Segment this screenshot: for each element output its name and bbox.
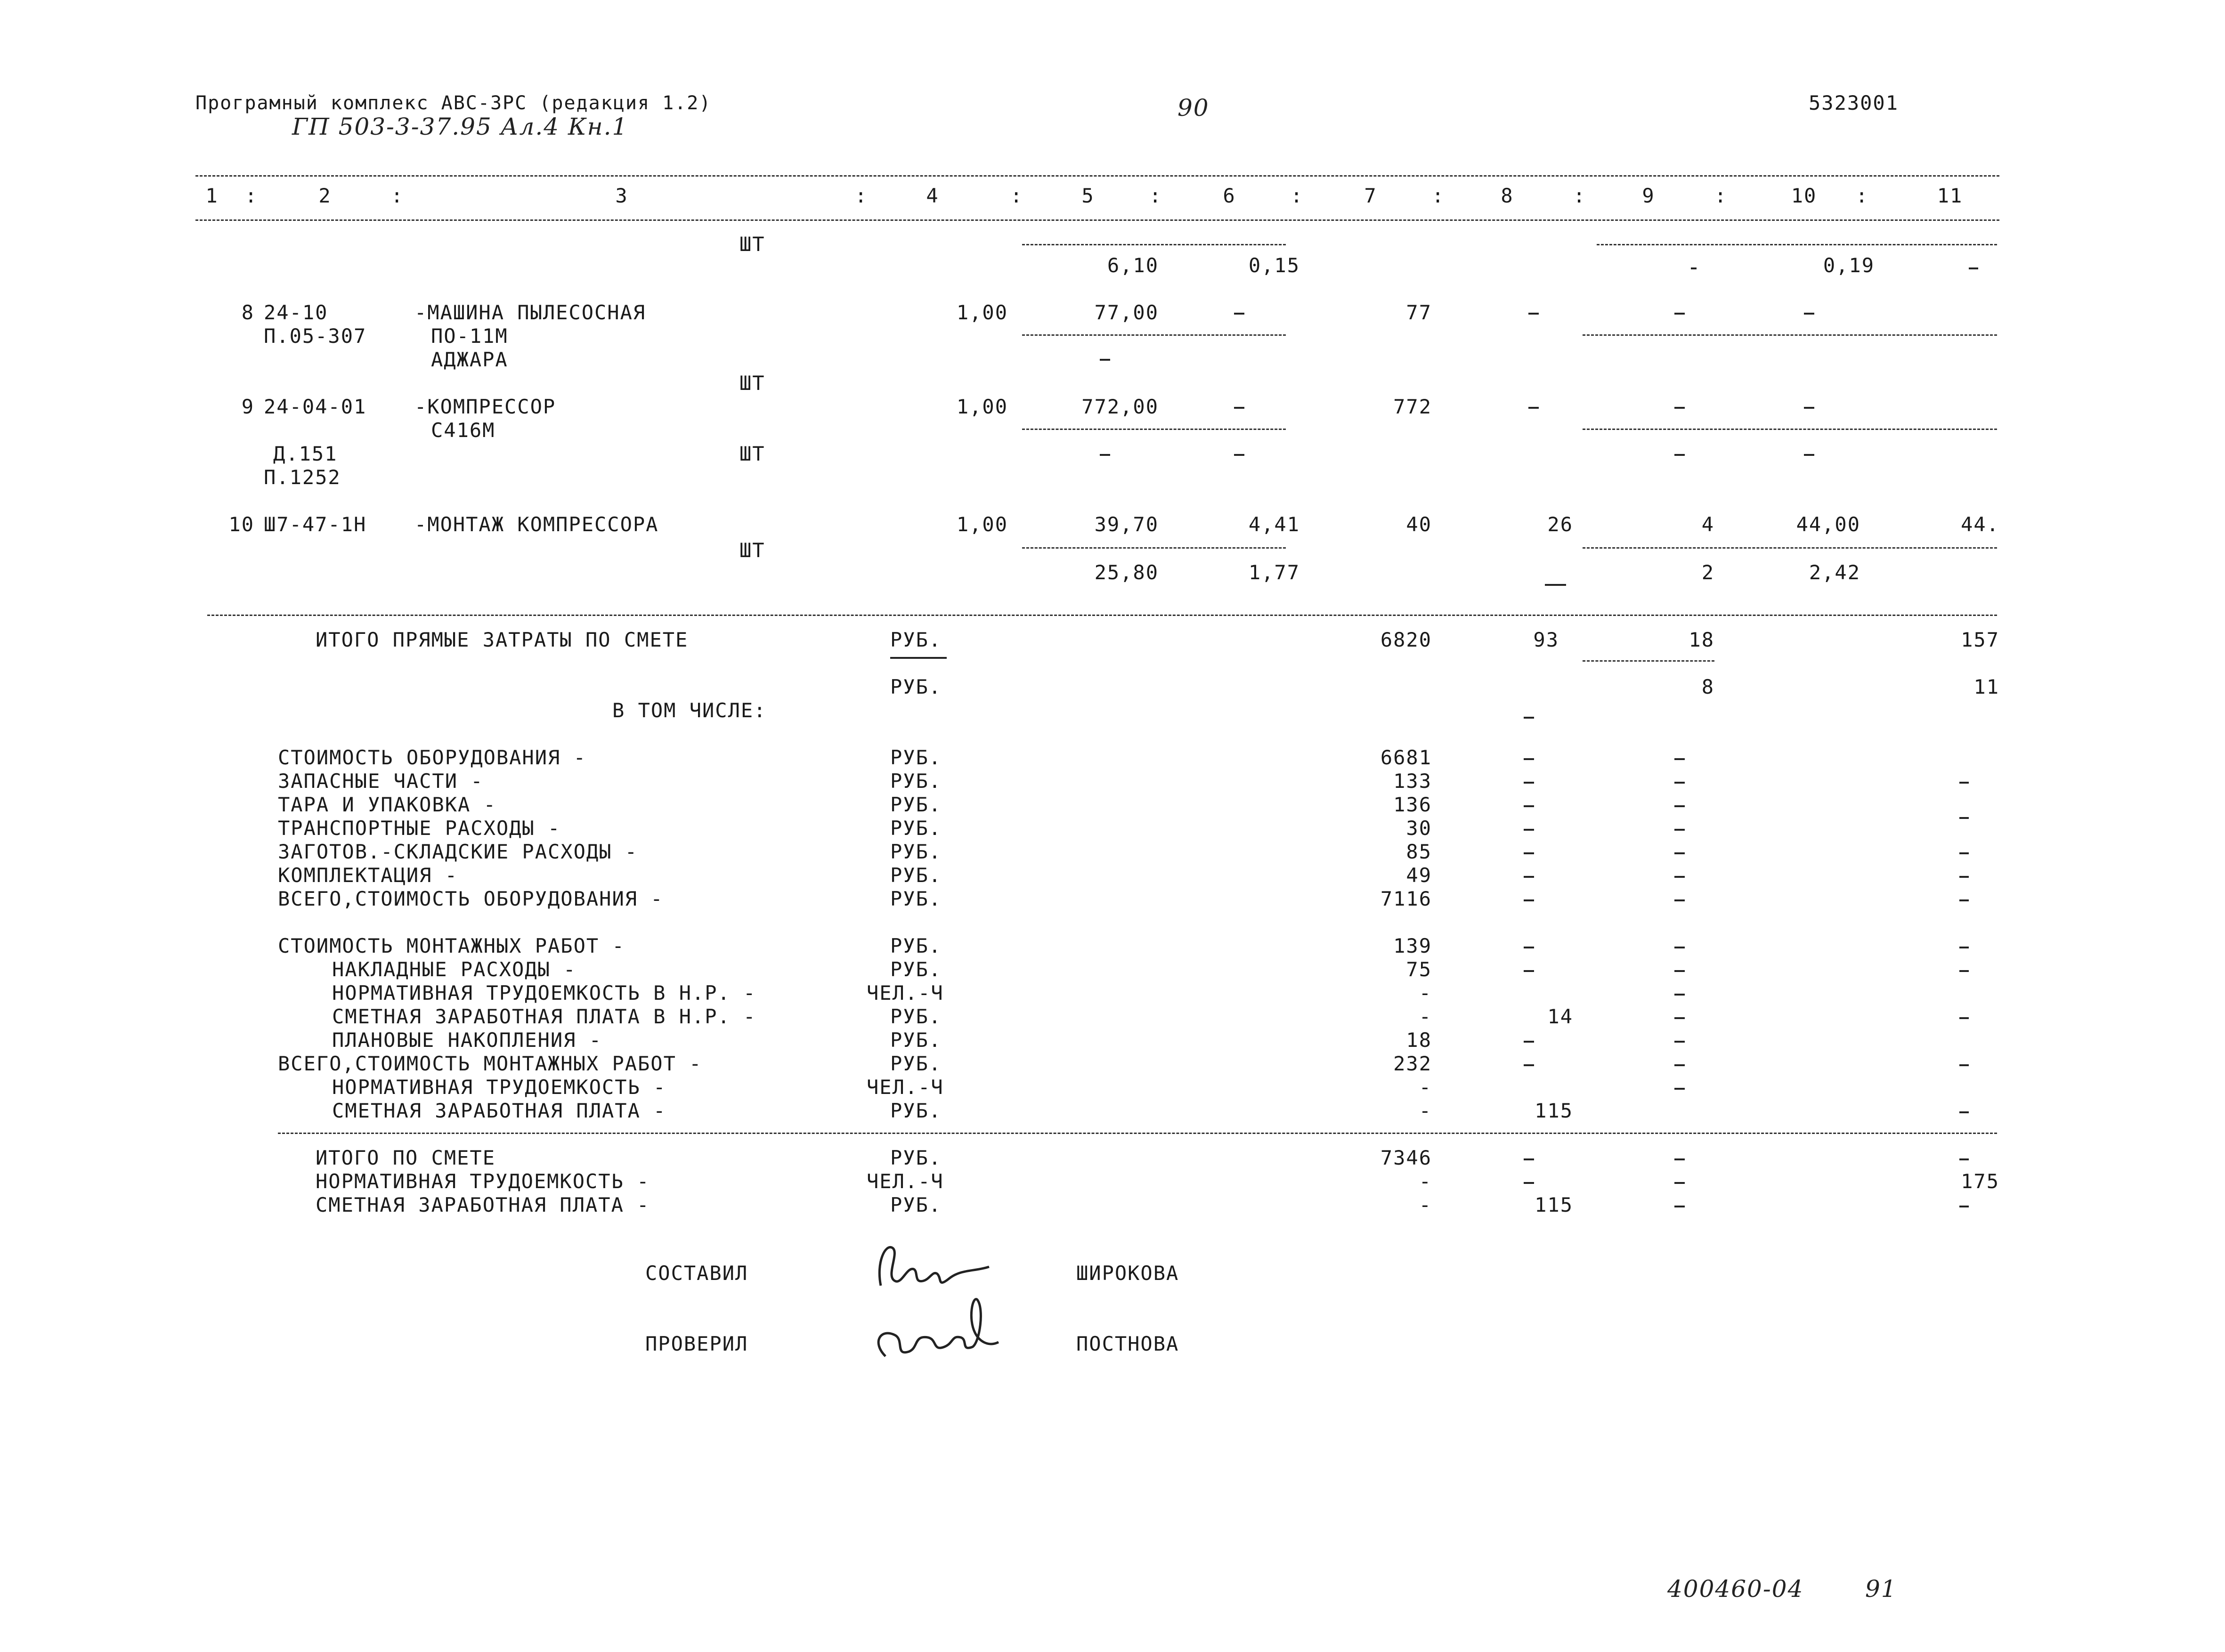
row9-quantity: 1,00 — [956, 395, 1008, 418]
col-header-1: 1 — [205, 184, 219, 207]
row0-col10-wage: 0,19 — [1823, 254, 1875, 277]
col-header-4: 4 — [926, 184, 939, 207]
row9-col7: 772 — [1393, 395, 1432, 418]
row9-code-ref2: П.1252 — [264, 466, 341, 489]
header-bottom-rule — [195, 219, 1999, 221]
col-header-2: 2 — [318, 184, 332, 207]
col-header-8: 8 — [1501, 184, 1514, 207]
header-top-rule — [195, 175, 1999, 177]
checked-signature — [867, 1290, 1046, 1380]
document-code: 5323001 — [1809, 91, 1899, 114]
row9-name: -КОМПРЕССОР — [414, 395, 556, 418]
row10-col5-wage: 25,80 — [1094, 561, 1159, 584]
project-reference: ГП 503-3-37.95 Ал.4 Кн.1 — [292, 113, 628, 140]
row10-unit: ШТ — [739, 539, 765, 562]
row10-col5: 39,70 — [1094, 513, 1159, 536]
direct-costs-col9: 18 — [1689, 628, 1714, 651]
final-rule — [278, 1133, 1997, 1134]
col-header-7: 7 — [1364, 184, 1377, 207]
direct-costs-col8: 93 — [1533, 628, 1559, 651]
row9-code-ref1: Д.151 — [273, 442, 338, 465]
col-header-10: 10 — [1791, 184, 1817, 207]
row10-col8: 26 — [1547, 513, 1573, 536]
row0-col5-wage: 6,10 — [1107, 254, 1159, 277]
col-header-5: 5 — [1081, 184, 1095, 207]
checked-by-label: ПРОВЕРИЛ — [645, 1332, 748, 1355]
row9-number: 9 — [241, 395, 254, 418]
row0-unit: ШТ — [739, 233, 765, 256]
page-number: 90 — [1177, 94, 1210, 121]
row10-col11: 44. — [1961, 513, 1999, 536]
row10-col9-wage: 2 — [1701, 561, 1714, 584]
row10-name: -МОНТАЖ КОМПРЕССОРА — [414, 513, 659, 536]
direct-costs-label: ИТОГО ПРЯМЫЕ ЗАТРАТЫ ПО СМЕТЕ — [316, 628, 689, 651]
col-header-3: 3 — [615, 184, 628, 207]
direct-costs-unit: РУБ. — [890, 628, 942, 651]
row10-col6: 4,41 — [1248, 513, 1300, 536]
including-label: В ТОМ ЧИСЛЕ: — [612, 699, 767, 722]
compiled-by-name: ШИРОКОВА — [1076, 1262, 1179, 1285]
direct-costs-col7: 6820 — [1380, 628, 1432, 651]
row8-col7: 77 — [1406, 301, 1432, 324]
program-title: Програмный комплекс АВС-ЗРС (редакция 1.2) — [195, 92, 712, 114]
row9-col5: 772,00 — [1081, 395, 1159, 418]
direct-costs-col9-wage: 8 — [1701, 675, 1714, 698]
row10-number: 10 — [228, 513, 254, 536]
row8-number: 8 — [241, 301, 254, 324]
col-header-9: 9 — [1642, 184, 1655, 207]
row10-col10-wage: 2,42 — [1809, 561, 1860, 584]
row8-quantity: 1,00 — [956, 301, 1008, 324]
row9-code: 24-04-01 — [264, 395, 367, 418]
compiled-by-label: СОСТАВИЛ — [645, 1262, 748, 1285]
row9-name-model: С416М — [431, 419, 495, 442]
row8-col5: 77,00 — [1094, 301, 1159, 324]
row10-col7: 40 — [1406, 513, 1432, 536]
row0-col6-wage: 0,15 — [1248, 254, 1300, 277]
col-header-6: 6 — [1223, 184, 1236, 207]
row10-col9: 4 — [1701, 513, 1714, 536]
row8-code-ref: П.05-307 — [264, 324, 367, 348]
row8-unit: ШТ — [739, 372, 765, 395]
compiled-signature — [867, 1234, 1046, 1300]
row8-name-model: ПО-11М — [431, 324, 508, 348]
col-header-11: 11 — [1937, 184, 1963, 207]
direct-costs-col11-wage: 11 — [1973, 675, 1999, 698]
row8-name: -МАШИНА ПЫЛЕСОСНАЯ — [414, 301, 646, 324]
row10-code: Ш7-47-1Н — [264, 513, 367, 536]
direct-costs-unit-wage: РУБ. — [890, 675, 942, 698]
archive-stamp-number: 400460-04 — [1667, 1575, 1804, 1603]
row10-quantity: 1,00 — [956, 513, 1008, 536]
row10-col10: 44,00 — [1796, 513, 1860, 536]
row9-unit: ШТ — [739, 442, 765, 465]
row8-name-maker: АДЖАРА — [431, 348, 508, 371]
sheet-number: 91 — [1865, 1575, 1897, 1603]
row8-code: 24-10 — [264, 301, 328, 324]
row10-col6-wage: 1,77 — [1248, 561, 1300, 584]
direct-costs-col11: 157 — [1961, 628, 1999, 651]
checked-by-name: ПОСТНОВА — [1076, 1332, 1179, 1355]
section-rule — [207, 615, 1997, 616]
